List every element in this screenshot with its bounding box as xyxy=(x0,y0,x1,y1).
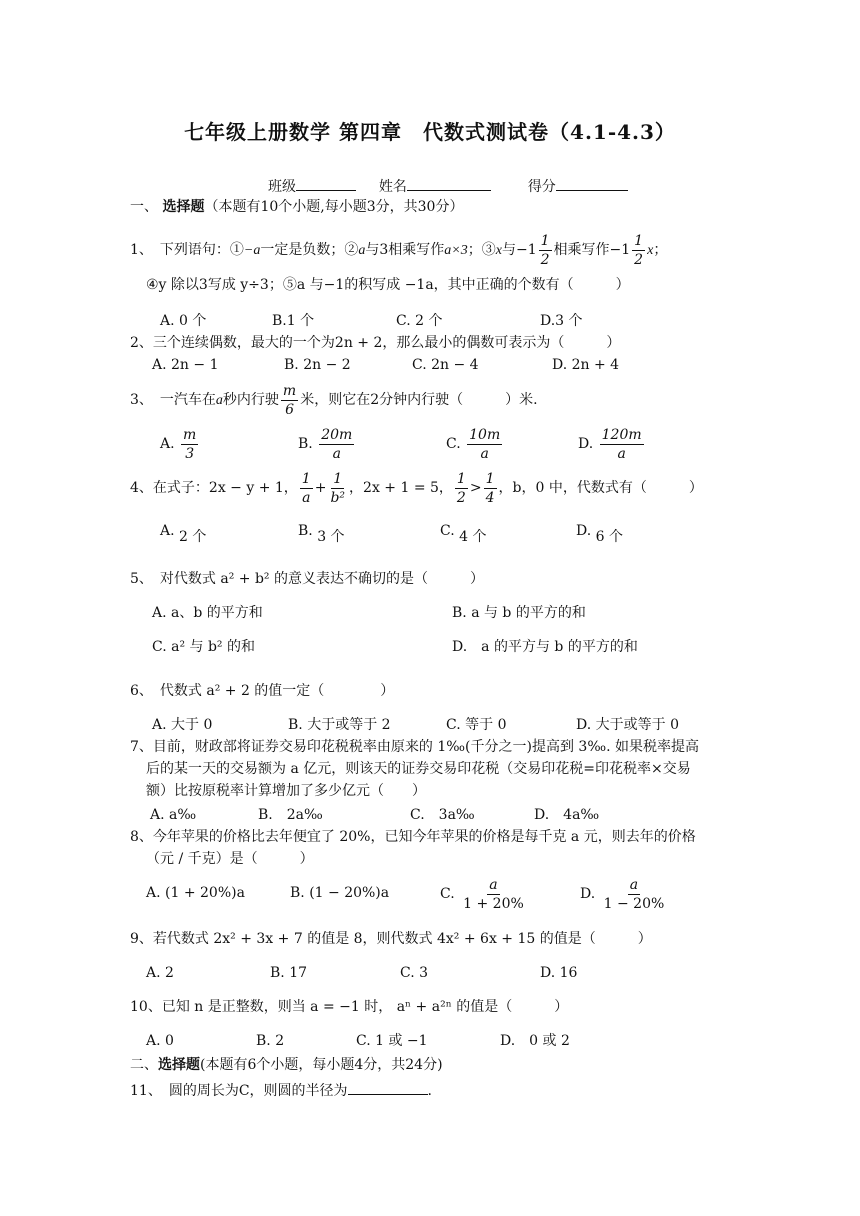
class-label: 班级 xyxy=(268,179,296,195)
question-2-option-c[interactable]: C. 2n − 4 xyxy=(412,357,479,373)
question-6-stem: 6、 代数式 a² + 2 的值一定（ ） xyxy=(130,683,395,699)
question-7-option-b[interactable]: B. 2a‰ xyxy=(258,807,323,823)
question-1-option-b[interactable]: B.1 个 xyxy=(272,313,315,329)
section-2-desc: (本题有6个小题，每小题4分，共24分) xyxy=(200,1057,443,1073)
question-8-line-1: 8、今年苹果的价格比去年便宜了 20%，已知今年苹果的价格是每千克 a 元，则去年的价格 xyxy=(130,829,696,845)
question-3-option-b[interactable]: B. $\frac{20m}{a}$ xyxy=(298,426,353,462)
question-9-option-b[interactable]: B. 17 xyxy=(270,965,308,981)
question-6-option-a[interactable]: A. 大于 0 xyxy=(152,717,213,733)
question-7-line-1: 7、目前，财政部将证券交易印花税税率由原来的 1‰(千分之一)提高到 3‰. 如果税率提高 xyxy=(130,739,700,755)
question-5-option-a[interactable]: A. a、b 的平方和 xyxy=(152,605,263,621)
section-1-name: 选择题 xyxy=(162,199,205,215)
question-6-option-b[interactable]: B. 大于或等于 2 xyxy=(288,717,391,733)
question-3-option-c[interactable]: C. $\frac{10m}{a}$ xyxy=(446,426,501,462)
question-10-option-d[interactable]: D. 0 或 2 xyxy=(500,1033,570,1049)
question-5-option-b[interactable]: B. a 与 b 的平方的和 xyxy=(452,605,586,621)
question-1-line-1: 1、 下列语句：①−a一定是负数；②a与3相乘写作a×3；③x与 −1 $\frac{1}{2}$ 相乘写作 −1 $\frac{1}{2}$ x； xyxy=(130,230,667,270)
section-1-heading: 一、 选择题（本题有10个小题,每小题3分，共30分） xyxy=(130,199,464,215)
question-7-option-a[interactable]: A. a‰ xyxy=(150,807,197,823)
question-7-option-c[interactable]: C. 3a‰ xyxy=(410,807,475,823)
question-4-option-a[interactable]: A. 2 个 xyxy=(160,523,207,545)
question-10-option-a[interactable]: A. 0 xyxy=(146,1033,174,1049)
question-8-option-a[interactable]: A. (1 + 20%)a xyxy=(146,885,245,901)
question-2-option-b[interactable]: B. 2n − 2 xyxy=(284,357,351,373)
page-title: 七年级上册数学 第四章 代数式测试卷（4.1-4.3） xyxy=(184,120,676,144)
question-9-option-c[interactable]: C. 3 xyxy=(400,965,429,981)
score-blank[interactable] xyxy=(556,176,628,191)
question-7-line-2: 后的某一天的交易额为 a 亿元，则该天的证券交易印花税（交易印花税=印花税率×交易 xyxy=(146,761,691,777)
question-4-stem: 4、在式子：2x − y + 1， $\frac{1}{a}$ + $\frac{1}{\text{b²}}$ ，2x + 1 = 5， $\frac{1}{2}$ > $\frac{1}{4}$ ，b，0 中，代数式有（ ） xyxy=(130,470,703,506)
question-8-option-d[interactable]: D. $\frac{a}{1 - 20\%}$ xyxy=(580,876,665,912)
question-5-option-c[interactable]: C. a² 与 b² 的和 xyxy=(152,639,255,655)
section-2-heading: 二、选择题(本题有6个小题，每小题4分，共24分) xyxy=(130,1057,443,1073)
question-3-stem: 3、 一汽车在a秒内行驶 $\frac{m}{6}$ 米，则它在2分钟内行驶（ ）米. xyxy=(130,382,538,418)
question-8-option-b[interactable]: B. (1 − 20%)a xyxy=(290,885,390,901)
question-10-option-c[interactable]: C. 1 或 −1 xyxy=(356,1033,428,1049)
mixed-fraction: −1 $\frac{1}{2}$ xyxy=(515,232,550,268)
question-4-option-b[interactable]: B. 3 个 xyxy=(298,523,345,545)
fraction: $\frac{m}{6}$ xyxy=(282,382,297,418)
name-label: 姓名 xyxy=(378,179,407,195)
class-blank[interactable] xyxy=(296,176,356,191)
question-5-stem: 5、 对代数式 a² + b² 的意义表达不确切的是（ ） xyxy=(130,571,484,587)
question-2-stem: 2、三个连续偶数，最大的一个为2n + 2，那么最小的偶数可表示为（ ） xyxy=(130,335,621,351)
question-10-option-b[interactable]: B. 2 xyxy=(256,1033,285,1049)
answer-blank[interactable] xyxy=(348,1080,428,1095)
question-6-option-c[interactable]: C. 等于 0 xyxy=(446,717,507,733)
question-1-line-2: ④y 除以3写成 y÷3；⑤a 与−1的积写成 −1a，其中正确的个数有（ ） xyxy=(146,277,630,293)
question-2-option-a[interactable]: A. 2n − 1 xyxy=(152,357,219,373)
question-1-option-a[interactable]: A. 0 个 xyxy=(160,313,207,329)
question-6-option-d[interactable]: D. 大于或等于 0 xyxy=(576,717,679,733)
section-1-desc: （本题有10个小题,每小题3分，共30分） xyxy=(204,199,464,215)
question-5-option-d[interactable]: D. a 的平方与 b 的平方的和 xyxy=(452,639,638,655)
question-4-option-d[interactable]: D. 6 个 xyxy=(576,523,623,545)
score-label: 得分 xyxy=(527,179,556,195)
question-7-option-d[interactable]: D. 4a‰ xyxy=(534,807,600,823)
question-2-option-d[interactable]: D. 2n + 4 xyxy=(552,357,620,373)
question-1-option-c[interactable]: C. 2 个 xyxy=(396,313,443,329)
question-1-option-d[interactable]: D.3 个 xyxy=(540,313,583,329)
question-4-option-c[interactable]: C. 4 个 xyxy=(440,523,487,545)
question-9-option-a[interactable]: A. 2 xyxy=(146,965,174,981)
student-info-row xyxy=(268,176,628,196)
question-10-stem: 10、已知 n 是正整数，则当 a = −1 时， aⁿ + a²ⁿ 的值是（ ） xyxy=(130,999,569,1015)
section-2-name: 选择题 xyxy=(158,1057,200,1073)
question-9-stem: 9、若代数式 2x² + 3x + 7 的值是 8，则代数式 4x² + 6x + 15 的值是（ ） xyxy=(130,931,652,947)
question-8-option-c[interactable]: C. $\frac{a}{1 + 20\%}$ xyxy=(440,876,524,912)
question-3-option-d[interactable]: D. $\frac{120m}{a}$ xyxy=(578,426,642,462)
question-8-line-2: （元 / 千克）是（ ） xyxy=(146,851,314,867)
question-9-option-d[interactable]: D. 16 xyxy=(540,965,578,981)
question-11-stem: 11、 圆的周长为C，则圆的半径为 . xyxy=(130,1080,432,1100)
question-3-option-a[interactable]: A. $\frac{m}{3}$ xyxy=(160,426,197,462)
question-7-line-3: 额）比按原税率计算增加了多少亿元（ ） xyxy=(146,783,426,799)
name-blank[interactable] xyxy=(407,176,491,191)
mixed-fraction: −1 $\frac{1}{2}$ xyxy=(609,232,644,268)
